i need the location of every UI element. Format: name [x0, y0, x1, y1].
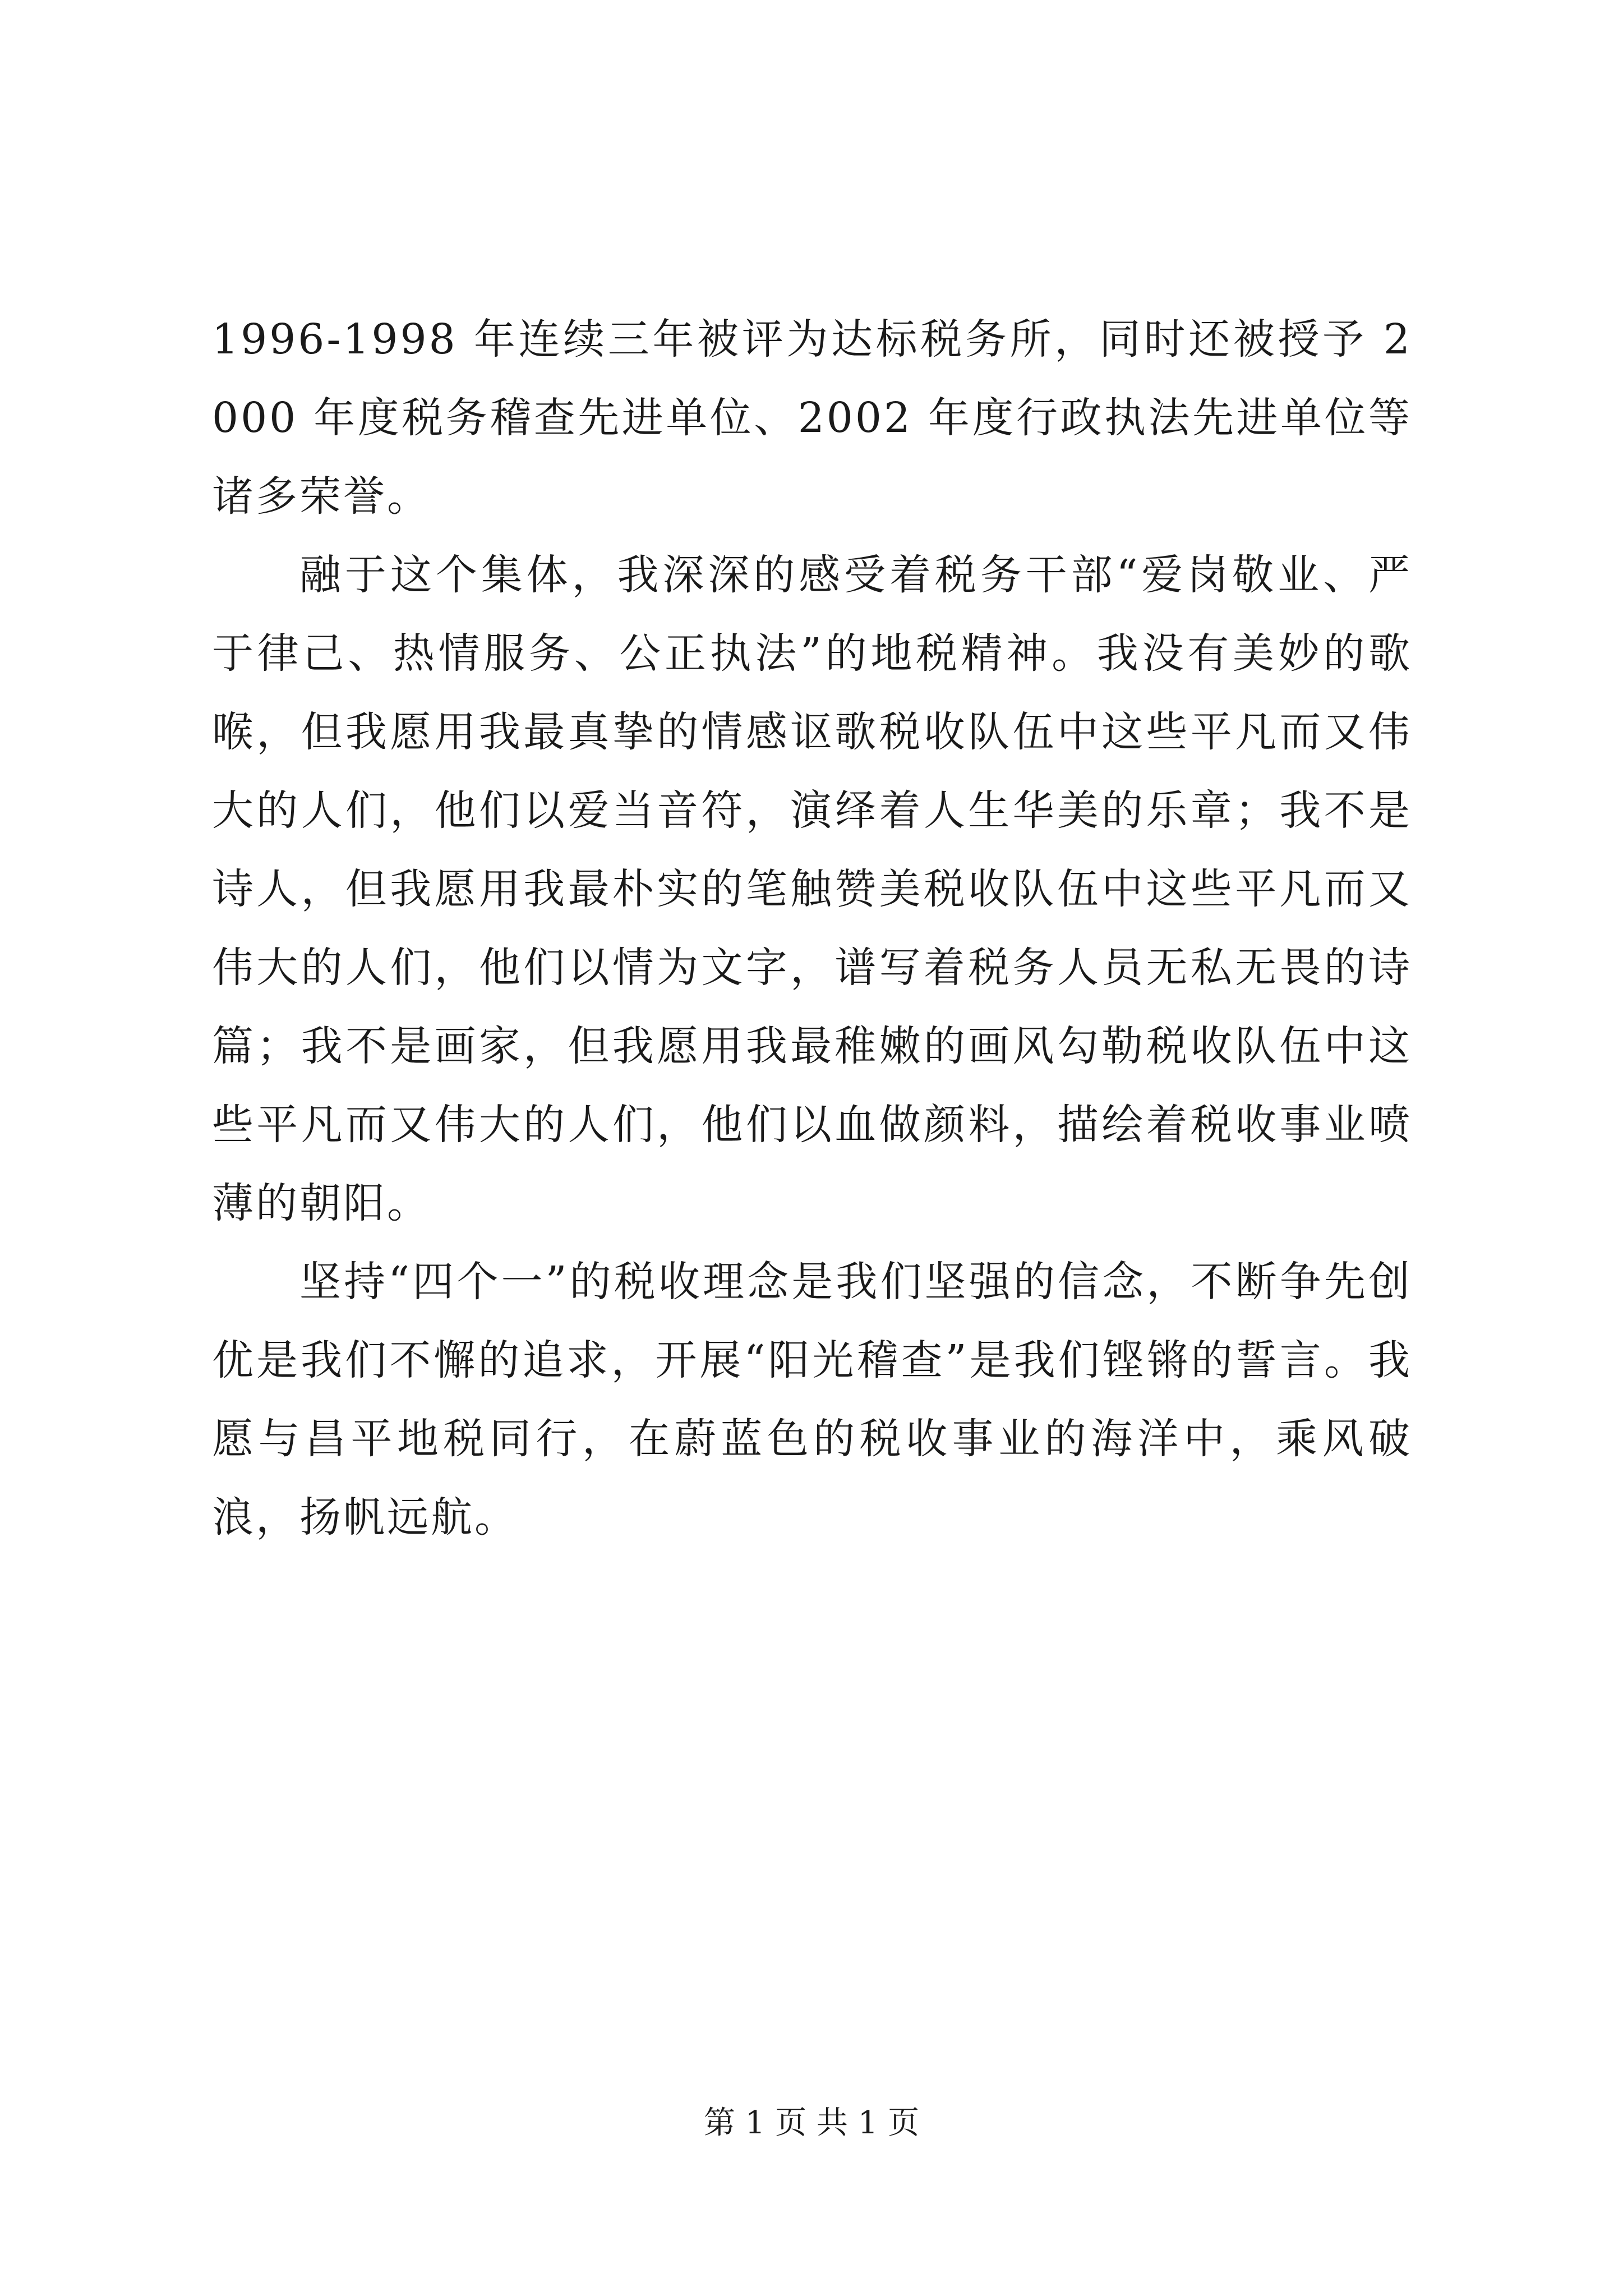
page-footer: 第 1 页 共 1 页 — [703, 2105, 920, 2141]
paragraph-tax-ideals: 坚持“四个一”的税收理念是我们坚强的信念，不断争先创优是我们不懈的追求，开展“阳光稽查”是我们铿锵的誓言。我愿与昌平地税同行，在蔚蓝色的税收事业的海洋中，乘风破浪，扬帆远航。 — [212, 1258, 1412, 1542]
document-body — [212, 300, 1412, 1557]
paragraph-honors: 1996-1998 年连续三年被评为达标税务所，同时还被授予 2000 年度税务稽查先进单位、2002 年度行政执法先进单位等诸多荣誉。 — [212, 315, 1412, 521]
paragraph-tax-spirit: 融于这个集体，我深深的感受着税务干部“爱岗敬业、严于律己、热情服务、公正执法”的地税精神。我没有美妙的歌喉，但我愿用我最真挚的情感讴歌税收队伍中这些平凡而又伟大的人们，他们以爱当音符，演绎着人生华美的乐章；我不是诗人，但我愿用我最朴实的笔触赞美税收队伍中这些平凡而又伟大的人们，他们以情为文字，谱写着税务人员无私无畏的诗篇；我不是画家，但我愿用我最稚嫩的画风勾勒税收队伍中这些平凡而又伟大的人们，他们以血做颜料，描绘着税收事业喷薄的朝阳。 — [212, 551, 1412, 1227]
